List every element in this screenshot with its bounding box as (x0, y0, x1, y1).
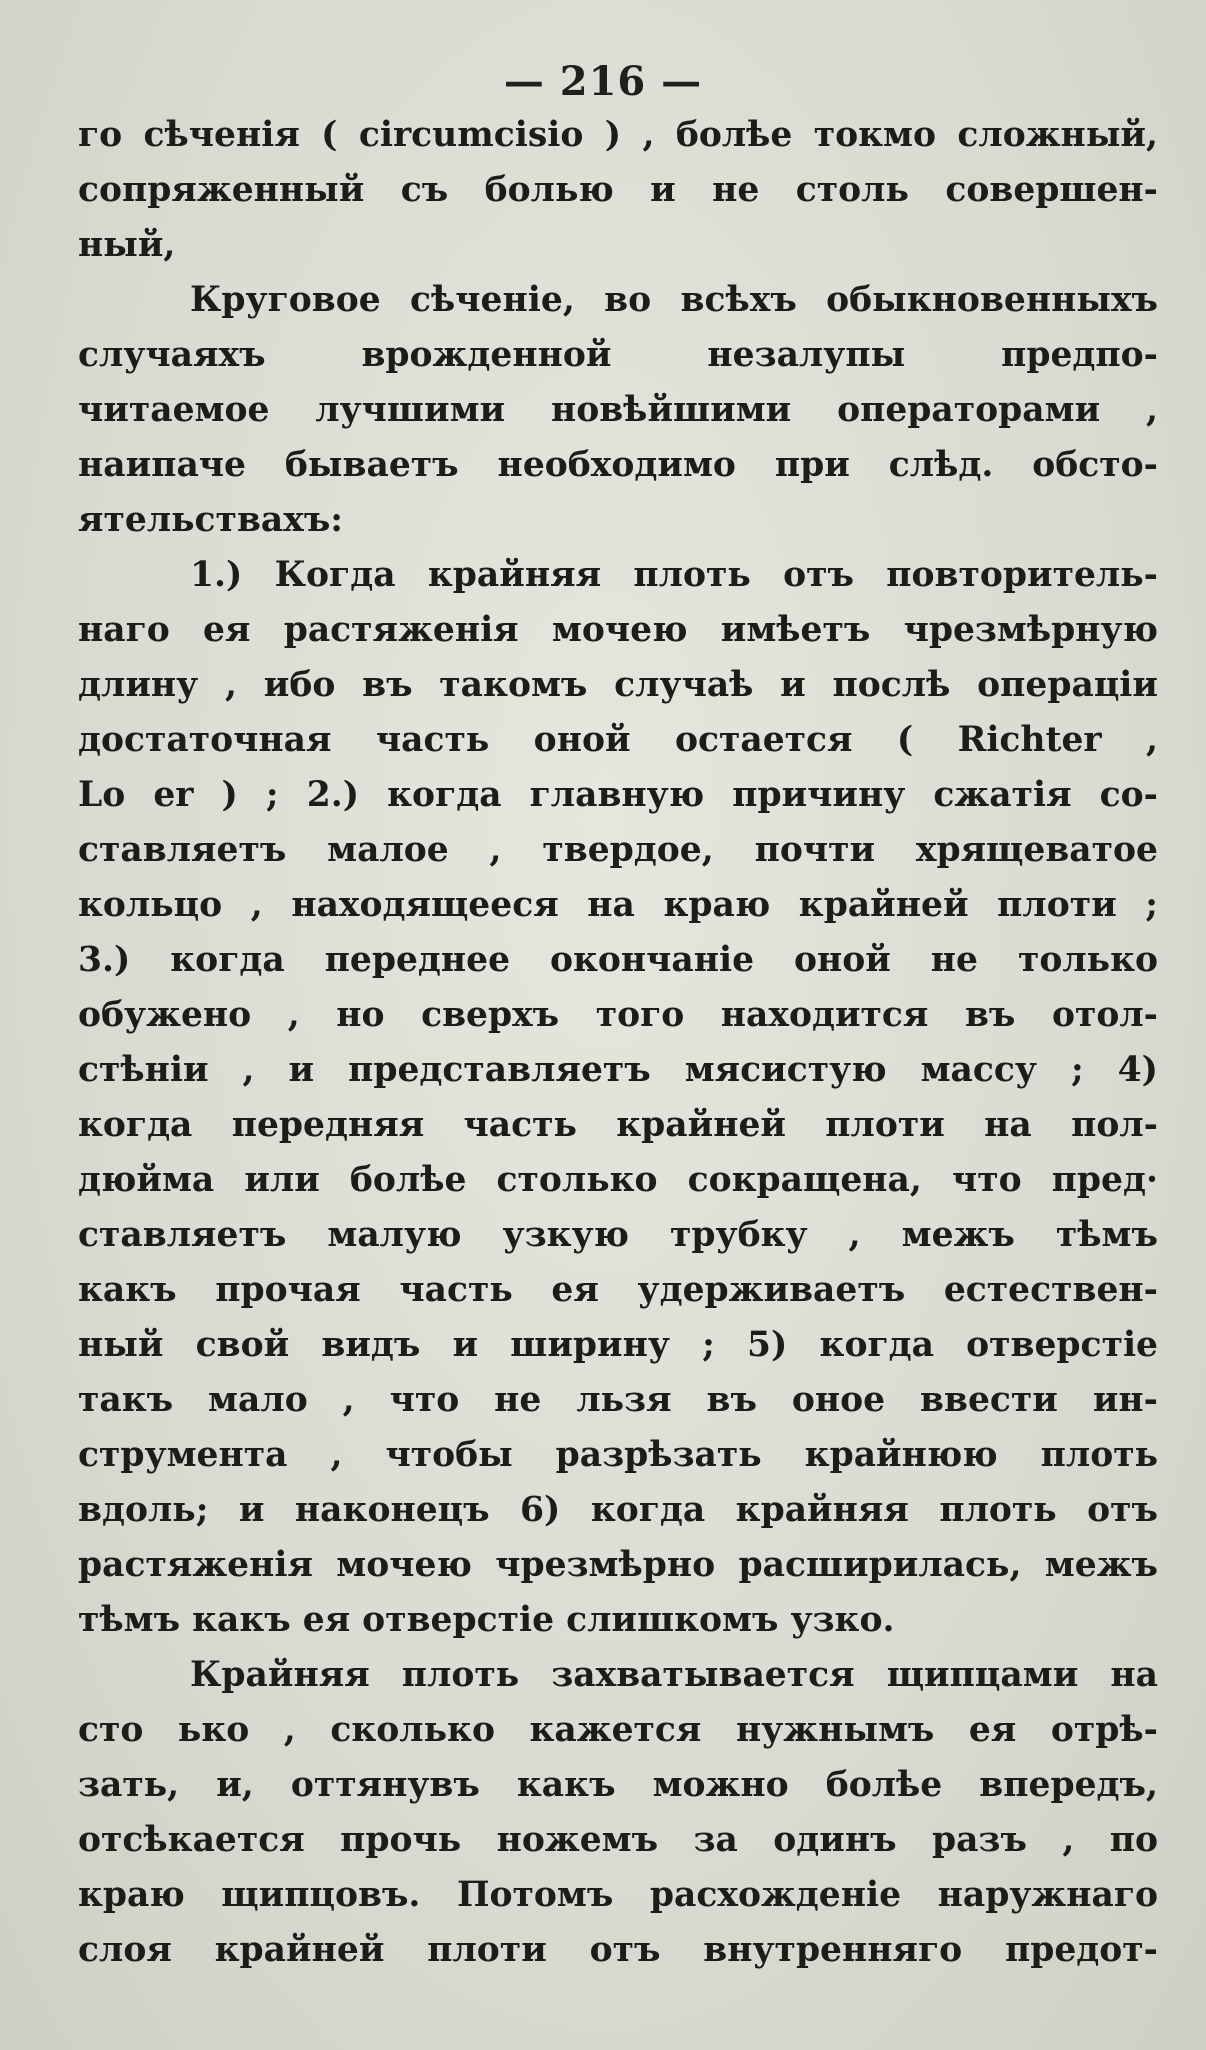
text-line: длину , ибо въ такомъ случаѣ и послѣ операціи (78, 665, 1158, 705)
text-line: Lo er ) ; 2.) когда главную причину сжатія со- (78, 775, 1158, 815)
text-line: растяженія мочею чрезмѣрно расширилась, межъ (78, 1545, 1158, 1585)
text-line: вдоль; и наконецъ 6) когда крайняя плоть отъ (78, 1490, 1158, 1530)
text-line: читаемое лучшими новѣйшими операторами , (78, 390, 1158, 430)
text-line: зать, и, оттянувъ какъ можно болѣе впередъ, (78, 1765, 1158, 1805)
text-line: сто ько , сколько кажется нужнымъ ея отрѣ- (78, 1710, 1158, 1750)
text-line: 1.) Когда крайняя плоть отъ повторитель- (190, 555, 1158, 595)
page-body (78, 108, 1158, 1978)
text-line: краю щипцовъ. Потомъ расхожденіе наружнаго (78, 1875, 1158, 1915)
text-line: ный свой видъ и ширину ; 5) когда отверстіе (78, 1325, 1158, 1365)
text-line: тѣмъ какъ ея отверстіе слишкомъ узко. (78, 1600, 895, 1640)
text-line: когда передняя часть крайней плоти на пол- (78, 1105, 1158, 1145)
text-line: дюйма или болѣе столько сокращена, что пред· (78, 1160, 1158, 1200)
text-line: какъ прочая часть ея удерживаетъ естествен- (78, 1270, 1158, 1310)
text-line: наипаче бываетъ необходимо при слѣд. обсто- (78, 445, 1158, 485)
text-line: ставляетъ малое , твердое, почти хрящеватое (78, 830, 1158, 870)
text-line: наго ея растяженія мочею имѣетъ чрезмѣрную (78, 610, 1158, 650)
text-line: струмента , чтобы разрѣзать крайнюю плоть (78, 1435, 1158, 1475)
text-line: стѣніи , и представляетъ мясистую массу ; 4) (78, 1050, 1158, 1090)
text-line: слоя крайней плоти отъ внутренняго предот- (78, 1930, 1158, 1970)
text-line: кольцо , находящееся на краю крайней плоти ; (78, 885, 1158, 925)
text-line: случаяхъ врожденной незалупы предпо- (78, 335, 1158, 375)
text-line: 3.) когда переднее окончаніе оной не только (78, 940, 1158, 980)
text-line: го сѣченія ( circumcisio ) , болѣе токмо сложный, (78, 115, 1158, 155)
text-line: ставляетъ малую узкую трубку , межъ тѣмъ (78, 1215, 1158, 1255)
text-line: ный, (78, 225, 176, 265)
text-line: обужено , но сверхъ того находится въ отол- (78, 995, 1158, 1035)
text-line: такъ мало , что не льзя въ оное ввести ин- (78, 1380, 1158, 1420)
text-line: сопряженный съ болью и не столь совершен- (78, 170, 1158, 210)
text-line: отсѣкается прочь ножемъ за одинъ разъ , по (78, 1820, 1158, 1860)
text-line: достаточная часть оной остается ( Richter , (78, 720, 1158, 760)
text-line: Круговое сѣченіе, во всѣхъ обыкновенныхъ (190, 280, 1158, 320)
text-line: ятельствахъ: (78, 500, 344, 540)
text-line: Крайняя плоть захватывается щипцами на (190, 1655, 1158, 1695)
page-number: — 216 — (503, 58, 703, 105)
